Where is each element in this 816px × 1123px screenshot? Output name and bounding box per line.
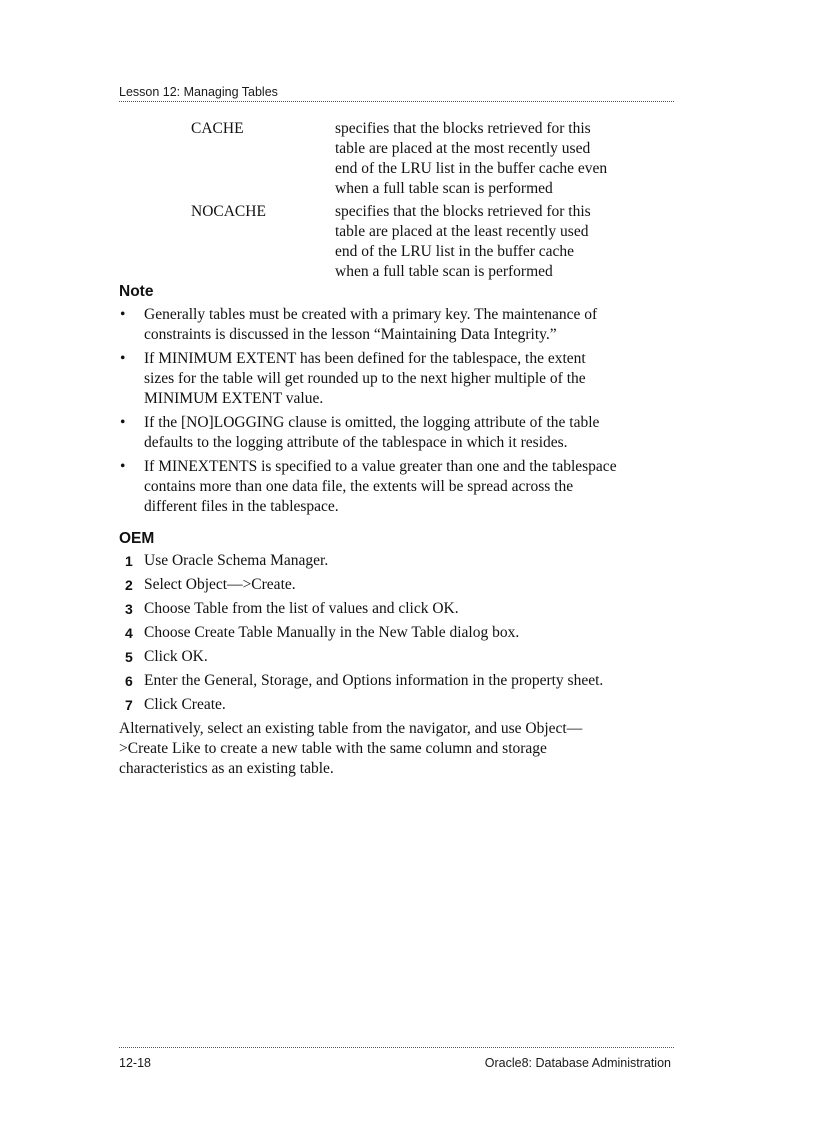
step-number: 7 (125, 697, 133, 713)
page-number: 12-18 (119, 1056, 151, 1070)
header-dotted-rule (119, 101, 674, 102)
note-heading: Note (119, 283, 154, 300)
definition-row-cache (119, 119, 619, 199)
oem-closing-paragraph: Alternatively, select an existing table from the navigator, and use Object—>Create Like to create a new table with the same column and storage characteristics as an existing table. (119, 720, 583, 777)
note-bullet-text: If MINEXTENTS is specified to a value greater than one and the tablespace contains more than one data file, the extents will be spread across the different files in the tablespace. (144, 458, 617, 515)
oem-step-item (119, 671, 619, 691)
note-bullet-item (119, 305, 619, 345)
definition-description: specifies that the blocks retrieved for this table are placed at the least recently used end of the LRU list in the buffer cache when a full table scan is performed (335, 203, 591, 280)
note-bullet-item (119, 349, 619, 409)
bullet-icon: • (120, 306, 126, 323)
note-bullet-item (119, 413, 619, 453)
step-number: 3 (125, 601, 133, 617)
footer-dotted-rule (119, 1047, 674, 1048)
definition-row-nocache (119, 202, 619, 282)
oem-step-item (119, 599, 619, 619)
bullet-icon: • (120, 350, 126, 367)
step-text: Click OK. (144, 648, 208, 665)
oem-step-item (119, 623, 619, 643)
definition-term: NOCACHE (191, 203, 266, 220)
note-bullet-list (119, 305, 619, 517)
book-title: Oracle8: Database Administration (484, 1056, 671, 1070)
definition-term: CACHE (191, 120, 244, 137)
note-bullet-item (119, 457, 619, 517)
oem-step-item (119, 551, 619, 571)
step-number: 4 (125, 625, 133, 641)
bullet-icon: • (120, 414, 126, 431)
note-bullet-text: If the [NO]LOGGING clause is omitted, the logging attribute of the table defaults to the logging attribute of the tablespace in which it resides. (144, 414, 600, 451)
step-number: 1 (125, 553, 133, 569)
oem-step-item (119, 695, 619, 715)
definition-description: specifies that the blocks retrieved for this table are placed at the most recently used end of the LRU list in the buffer cache even when a full table scan is performed (335, 120, 608, 197)
running-header-title: Lesson 12: Managing Tables (119, 85, 278, 99)
oem-step-item (119, 647, 619, 667)
step-number: 6 (125, 673, 133, 689)
oem-step-list (119, 551, 619, 715)
step-text: Select Object—>Create. (144, 576, 296, 593)
step-text: Enter the General, Storage, and Options information in the property sheet. (144, 672, 604, 689)
step-number: 5 (125, 649, 133, 665)
step-text: Click Create. (144, 696, 226, 713)
oem-heading: OEM (119, 530, 155, 547)
step-number: 2 (125, 577, 133, 593)
note-bullet-text: If MINIMUM EXTENT has been defined for the tablespace, the extent sizes for the table will get rounded up to the next higher multiple of the MINIMUM EXTENT value. (144, 350, 586, 407)
note-bullet-text: Generally tables must be created with a primary key. The maintenance of constraints is discussed in the lesson “Maintaining Data Integrity.” (144, 306, 598, 343)
step-text: Use Oracle Schema Manager. (144, 552, 329, 569)
oem-step-item (119, 575, 619, 595)
bullet-icon: • (120, 458, 126, 475)
step-text: Choose Table from the list of values and click OK. (144, 600, 459, 617)
step-text: Choose Create Table Manually in the New Table dialog box. (144, 624, 520, 641)
page-content (119, 119, 619, 779)
